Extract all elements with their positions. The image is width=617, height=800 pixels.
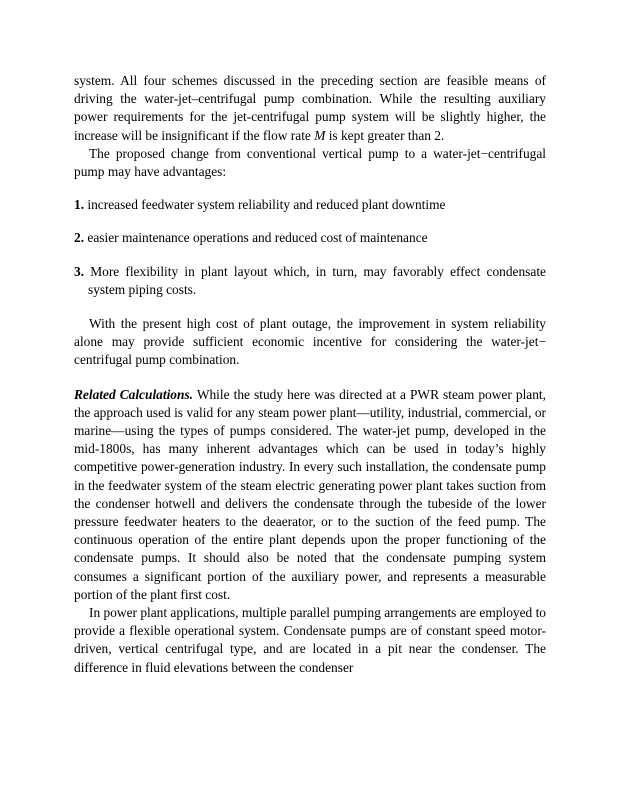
- advantage-number-2: 2.: [74, 230, 85, 246]
- paragraph-schemes: [74, 72, 546, 145]
- flow-rate-variable: M: [314, 127, 326, 143]
- paragraph-schemes-tail: is kept greater than 2.: [325, 127, 445, 143]
- related-calculations-heading: Related Calculations.: [74, 386, 194, 402]
- paragraph-related-calculations: [74, 386, 546, 604]
- paragraph-outage-cost: With the present high cost of plant outage, the improvement in system reliability alone may provide sufficient economic incentive for considering the water-jet− centrifugal pump combination.: [74, 316, 546, 368]
- advantage-item-2: [74, 229, 546, 247]
- related-calculations-body: While the study here was directed at a PWR steam power plant, the approach used is valid for any steam power plant—utility, industrial, commercial, or marine—using the types of pumps considered. The water-jet pump, developed in the mid-1800s, has many inherent advantages which can be used in today’s highly competitive power-generation industry. In every such installation, the condensate pump in the feedwater system of the steam electric generating power plant takes suction from the condenser hotwell and delivers the condensate through the tubeside of the lower pressure feedwater heaters to the deaerator, or to the suction of the feed pump. The continuous operation of the entire plant depends upon the proper functioning of the condensate pumps. It should also be noted that the condensate pumping system consumes a significant portion of the auxiliary power, and represents a measurable portion of the plant first cost.: [74, 386, 546, 602]
- advantage-item-3: [74, 263, 546, 299]
- paragraph-power-plant-applications: In power plant applications, multiple parallel pumping arrangements are employed to provide a flexible operational system. Condensate pumps are of constant speed motor-driven, vertical centrifugal type, and are located in a pit near the condenser. The difference in fluid elevations between the condenser: [74, 605, 547, 675]
- advantage-text-2: easier maintenance operations and reduced cost of maintenance: [84, 230, 428, 246]
- document-page: [74, 72, 546, 677]
- advantage-text-1: increased feedwater system reliability and reduced plant downtime: [84, 197, 446, 213]
- advantage-number-1: 1.: [74, 197, 85, 213]
- advantage-item-1: [74, 196, 546, 214]
- advantage-number-3: 3.: [74, 263, 85, 279]
- paragraph-proposed-change: The proposed change from conventional vertical pump to a water-jet−centrifugal pump may have advantages:: [74, 145, 546, 180]
- advantage-text-3: More flexibility in plant layout which, in turn, may favorably effect condensate system piping costs.: [84, 263, 546, 297]
- paragraph-schemes-text: system. All four schemes discussed in the preceding section are feasible means of driving the water-jet–centrifugal pump combination. While the resulting auxiliary power requirements for the jet-centrifugal pump system will be slightly higher, the increase will be insignificant if the flow rate: [74, 73, 546, 143]
